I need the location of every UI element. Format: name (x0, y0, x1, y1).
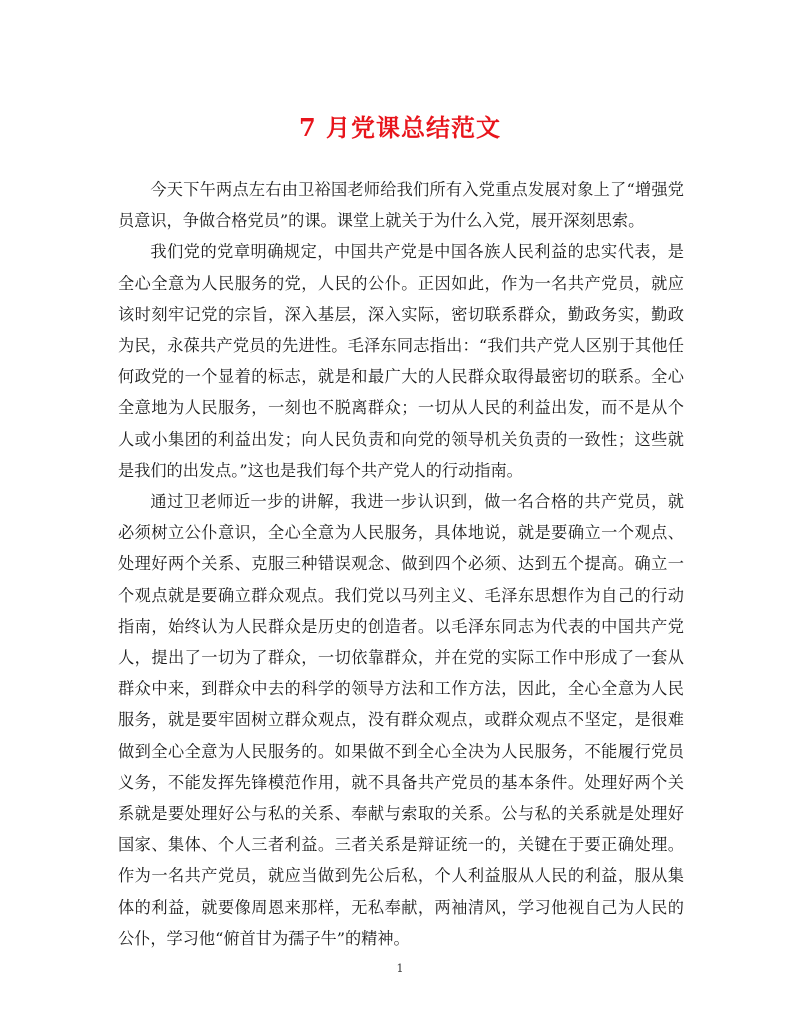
paragraph-1: 今天下午两点左右由卫裕国老师给我们所有入党重点发展对象上了“增强党员意识，争做合格党员”的课。课堂上就关于为什么入党，展开深刻思索。 (118, 180, 684, 231)
document-body (118, 174, 684, 954)
page-number: 1 (396, 962, 404, 975)
paragraph-2: 我们党的党章明确规定，中国共产党是中国各族人民利益的忠实代表，是全心全意为人民服务的党，人民的公仆。正因如此，作为一名共产党员，就应该时刻牢记党的宗旨，深入基层，深入实际，密切联系群众，勤政务实，勤政为民，永葆共产党员的先进性。毛泽东同志指出：“我们共产党人区别于其他任何政党的一个显着的标志，就是和最广大的人民群众取得最密切的联系。全心全意地为人民服务，一刻也不脱离群众；一切从人民的利益出发，而不是从个人或小集团的利益出发；向人民负责和向党的领导机关负责的一致性；这些就是我们的出发点。”这也是我们每个共产党人的行动指南。 (118, 242, 684, 480)
paragraph-3: 通过卫老师近一步的讲解，我进一步认识到，做一名合格的共产党员，就必须树立公仆意识，全心全意为人民服务，具体地说，就是要确立一个观点、处理好两个关系、克服三种错误观念、做到四个必须、达到五个提高。确立一个观点就是要确立群众观点。我们党以马列主义、毛泽东思想作为自己的行动指南，始终认为人民群众是历史的创造者。以毛泽东同志为代表的中国共产党人，提出了一切为了群众，一切依靠群众，并在党的实际工作中形成了一套从群众中来，到群众中去的科学的领导方法和工作方法，因此，全心全意为人民服务，就是要牢固树立群众观点，没有群众观点，或群众观点不坚定，是很难做到全心全意为人民服务的。如果做不到全心全决为人民服务，不能履行党员义务，不能发挥先锋模范作用，就不具备共产党员的基本条件。处理好两个关系就是要处理好公与私的关系、奉献与索取的关系。公与私的关系就是处理好国家、集体、个人三者利益。三者关系是辩证统一的，关键在于要正确处理。作为一名共产党员，就应当做到先公后私，个人利益服从人民的利益，服从集体的利益，就要像周恩来那样，无私奉献，两袖清风，学习他视自己为人民的公仆，学习他“俯首甘为孺子牛”的精神。 (118, 492, 684, 948)
document-title: 7 月党课总结范文 (298, 113, 502, 142)
